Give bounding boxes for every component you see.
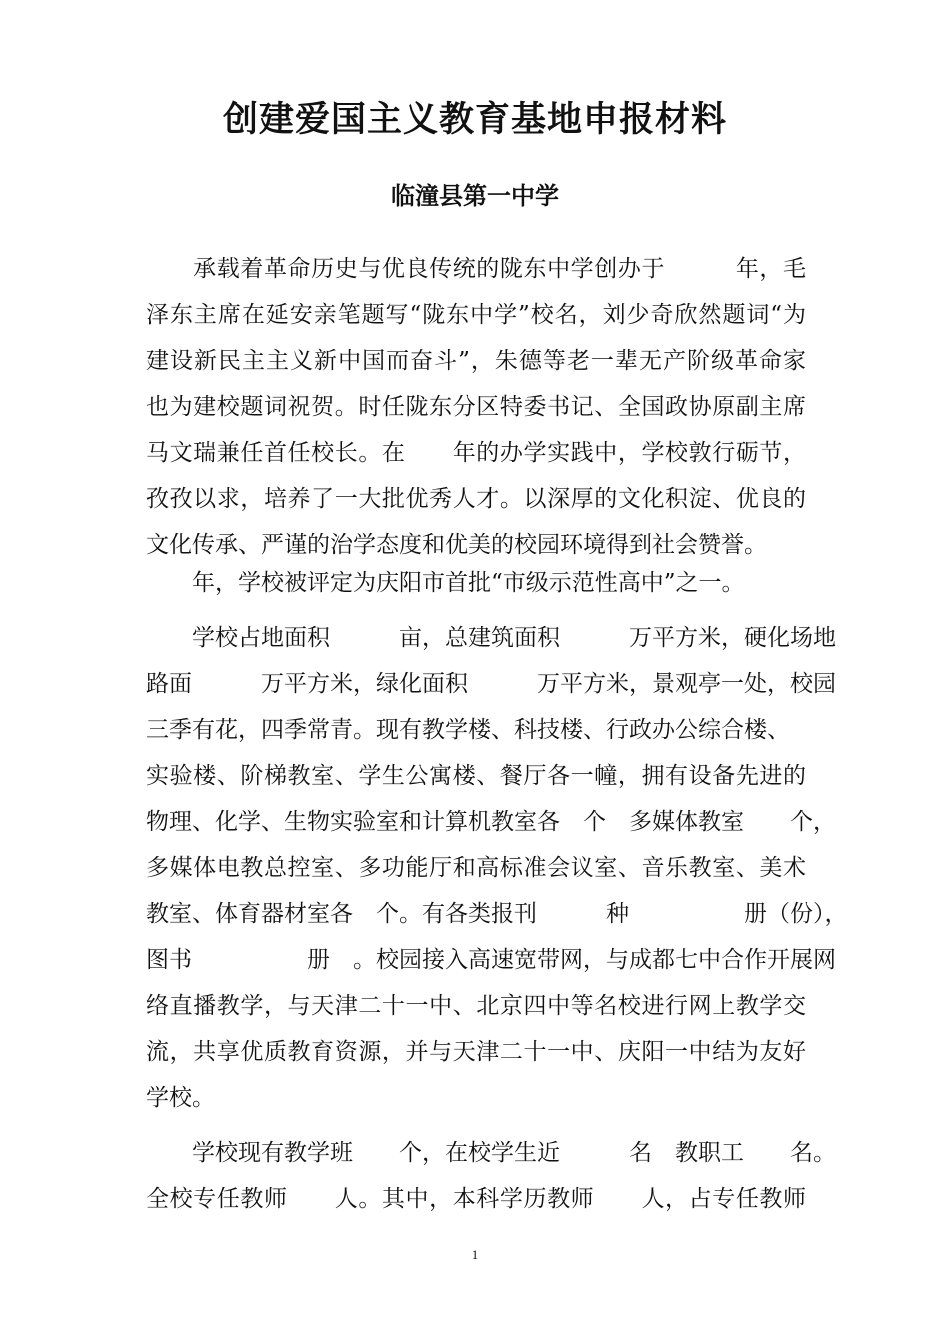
text-line: 承载着革命历史与优良传统的陇东中学创办于 年，毛 <box>146 256 806 282</box>
page-number: 1 <box>471 1247 479 1262</box>
text-line: 马文瑞兼任首任校长。在 年的办学实践中，学校敦行砺节， <box>146 440 806 466</box>
text-line: 建设新民主主义新中国而奋斗”，朱德等老一辈无产阶级革命家 <box>146 348 806 374</box>
text-line: 全校专任教师 人。其中，本科学历教师 人，占专任教师 <box>146 1186 806 1212</box>
text-line: 络直播教学，与天津二十一中、北京四中等名校进行网上教学交 <box>146 993 806 1019</box>
document-subtitle: 临潼县第一中学 <box>391 181 559 210</box>
text-line: 也为建校题词祝贺。时任陇东分区特委书记、全国政协原副主席 <box>146 394 806 420</box>
text-line: 学校占地面积 亩，总建筑面积 万平方米，硬化场地 <box>146 625 836 651</box>
text-line: 图书 册 。校园接入高速宽带网，与成都七中合作开展网 <box>146 947 836 973</box>
text-line: 教室、体育器材室各 个。有各类报刊 种 册（份）， <box>146 901 848 927</box>
text-line: 学校现有教学班 个，在校学生近 名 教职工 名。 <box>146 1140 836 1166</box>
text-line: 孜孜以求，培养了一大批优秀人才。以深厚的文化积淀、优良的 <box>146 486 806 512</box>
text-line: 年，学校被评定为庆阳市首批“市级示范性高中”之一。 <box>146 570 745 596</box>
text-line: 路面 万平方米，绿化面积 万平方米，景观亭一处，校园 <box>146 671 836 697</box>
text-line: 学校。 <box>146 1085 215 1111</box>
text-line: 三季有花，四季常青。现有教学楼、科技楼、行政办公综合楼、 <box>146 717 790 743</box>
text-line: 实验楼、阶梯教室、学生公寓楼、餐厅各一幢，拥有设备先进的 <box>146 763 806 789</box>
text-line: 物理、化学、生物实验室和计算机教室各 个 多媒体教室 个， <box>146 809 836 835</box>
text-line: 文化传承、严谨的治学态度和优美的校园环境得到社会赞誉。 <box>146 532 767 558</box>
document-title: 创建爱国主义教育基地申报材料 <box>222 99 727 140</box>
text-line: 泽东主席在延安亲笔题写“陇东中学”校名，刘少奇欣然题词“为 <box>146 302 806 328</box>
text-line: 多媒体电教总控室、多功能厅和高标准会议室、音乐教室、美术 <box>146 855 806 881</box>
text-line: 流，共享优质教育资源，并与天津二十一中、庆阳一中结为友好 <box>146 1039 806 1065</box>
